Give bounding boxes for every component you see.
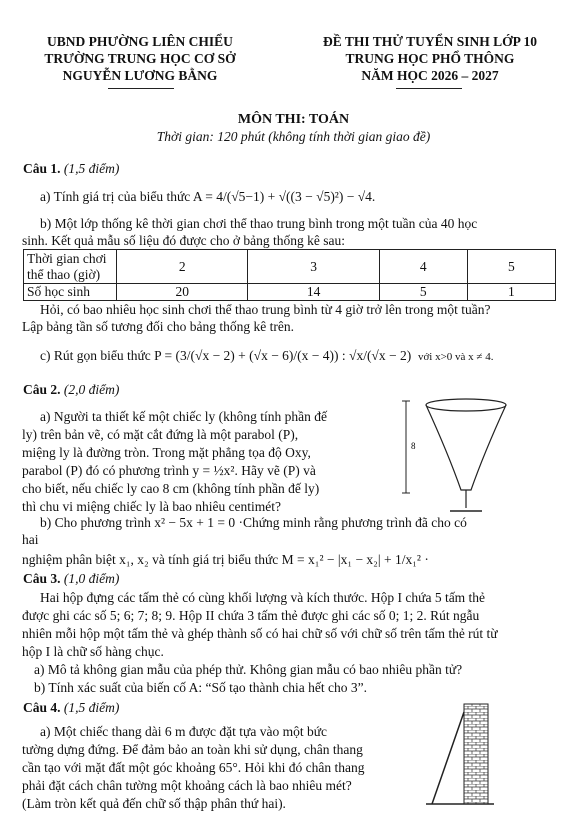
table-cell: 4 [379, 250, 467, 284]
q1-a: a) Tính giá trị của biểu thức A = 4/(√5−1) + √((3 − √5)²) − √4. [40, 189, 376, 204]
q1-label: Câu 1. [23, 161, 61, 176]
q1-c-condition: với x>0 và x ≠ 4. [417, 351, 494, 363]
q3-heading [23, 570, 119, 587]
table-row [24, 284, 556, 301]
table-cell: 20 [117, 284, 248, 301]
q2-a-line5: cho biết, nếu chiếc ly cao 8 cm (không tính phần đế ly) [22, 481, 320, 496]
q3-line2: được ghi các số 5; 6; 7; 8; 9. Hộp II chứa 3 tấm thẻ được ghi các số 0; 1; 2. Rút ngẫu [22, 608, 480, 623]
exam-time: Thời gian: 120 phút (không tính thời gian giao đề) [156, 129, 431, 144]
q4-a-line4: phải đặt cách chân tường một khoảng cách là bao nhiêu mét? [22, 778, 352, 793]
glass-rim [426, 399, 506, 411]
exam-title: MÔN THI: TOÁN [237, 112, 350, 127]
q1-stats-table [23, 249, 556, 301]
q2-b-line2: hai [22, 532, 39, 547]
q1-b-line2: sinh. Kết quả mẫu số liệu đó được cho ở bảng thống kê sau: [22, 233, 346, 248]
q2-a-line6: thì chu vi miệng chiếc ly là bao nhiêu centimét? [22, 499, 282, 514]
q4-label: Câu 4. [23, 700, 61, 715]
q1-points: (1,5 điểm) [63, 161, 120, 176]
q3-line3: nhiên mỗi hộp một tấm thẻ và ghép thành số có hai chữ số với chữ số trên tấm thẻ rút từ [22, 626, 498, 641]
header-right-line-2: TRUNG HỌC PHỔ THÔNG [345, 51, 515, 66]
q3-b: b) Tính xác suất của biến cố A: “Số tạo thành chia hết cho 3”. [34, 680, 368, 695]
table-cell: 5 [379, 284, 467, 301]
q2-b-line3: nghiệm phân biệt x₁, x₂ và tính giá trị biểu thức M = x₁² − |x₁ − x₂| + 1/x₁² · [22, 552, 429, 567]
q2-a-line2: ly) trên bản vẽ, có mặt cắt đứng là một parabol (P), [22, 427, 299, 442]
q1-heading [23, 160, 119, 177]
ladder [432, 712, 464, 804]
table-row-label-time: Thời gian chơi thể thao (giờ) [24, 250, 117, 284]
table-cell: 3 [248, 250, 379, 284]
q2-b-line1: b) Cho phương trình x² − 5x + 1 = 0 ·Chứng minh rằng phương trình đã cho có [40, 515, 467, 530]
header-right-line-3: NĂM HỌC 2026 – 2027 [361, 68, 499, 83]
header-left-line-3: NGUYỄN LƯƠNG BẰNG [62, 68, 218, 83]
q2-a-line3: miệng ly là đường tròn. Trong mặt phẳng tọa độ Oxy, [22, 445, 311, 460]
table-cell: 14 [248, 284, 379, 301]
q2-heading [23, 381, 119, 398]
header-right-line-1: ĐỀ THI THỬ TUYỂN SINH LỚP 10 [322, 34, 538, 49]
q4-a-line5: (Làm tròn kết quả đến chữ số thập phân thứ hai). [22, 796, 286, 811]
table-cell: 2 [117, 250, 248, 284]
table-row-label-students: Số học sinh [24, 284, 117, 301]
brick-wall [464, 704, 488, 804]
q3-line4: hộp I là chữ số hàng chục. [22, 644, 164, 659]
q3-a: a) Mô tả không gian mẫu của phép thử. Không gian mẫu có bao nhiêu phần tử? [34, 662, 463, 677]
q2-points: (2,0 điểm) [63, 382, 120, 397]
ladder-wall-figure [424, 700, 496, 812]
q1-b-line1: b) Một lớp thống kê thời gian chơi thể thao trung bình trong một tuần của 40 học [40, 216, 478, 231]
q4-points: (1,5 điểm) [63, 700, 120, 715]
header-left-rule [108, 88, 174, 89]
header-right-rule [396, 88, 462, 89]
header-right [290, 33, 570, 84]
q4-heading [23, 699, 119, 716]
table-cell: 1 [467, 284, 555, 301]
q3-label: Câu 3. [23, 571, 61, 586]
height-label: 8 [411, 441, 416, 451]
q4-a-line1: a) Một chiếc thang dài 6 m được đặt tựa vào một bức [40, 724, 328, 739]
q2-a-line1: a) Người ta thiết kế một chiếc ly (không tính phần đế [40, 409, 328, 424]
glass-parabola-figure [398, 393, 548, 518]
q1-c-expression: c) Rút gọn biểu thức P = (3/(√x − 2) + (√x − 6)/(x − 4)) : √x/(√x − 2) [40, 348, 412, 363]
table-cell: 5 [467, 250, 555, 284]
q3-points: (1,0 điểm) [63, 571, 120, 586]
table-row [24, 250, 556, 284]
q1-b-line3: Hỏi, có bao nhiêu học sinh chơi thể thao trung bình từ 4 giờ trở lên trong một tuần? [40, 302, 491, 317]
q2-label: Câu 2. [23, 382, 61, 397]
q1-b-line4: Lập bảng tần số tương đối cho bảng thống kê trên. [22, 319, 295, 334]
header-left-line-2: TRƯỜNG TRUNG HỌC CƠ SỞ [44, 51, 236, 66]
q4-a-line3: cần tạo với mặt đất một góc khoảng 65°. Hỏi khi đó chân thang [22, 760, 365, 775]
header-left-line-1: UBND PHƯỜNG LIÊN CHIỂU [47, 34, 233, 49]
header-left [20, 33, 260, 84]
q3-line1: Hai hộp đựng các tấm thẻ có cùng khối lượng và kích thước. Hộp I chứa 5 tấm thẻ [40, 590, 486, 605]
glass-body [426, 405, 506, 490]
q2-a-line4: parabol (P) đó có phương trình y = ½x². Hãy vẽ (P) và [22, 463, 316, 478]
q1-c [40, 347, 493, 366]
q4-a-line2: tường dựng đứng. Để đảm bảo an toàn khi sử dụng, chân thang [22, 742, 363, 757]
